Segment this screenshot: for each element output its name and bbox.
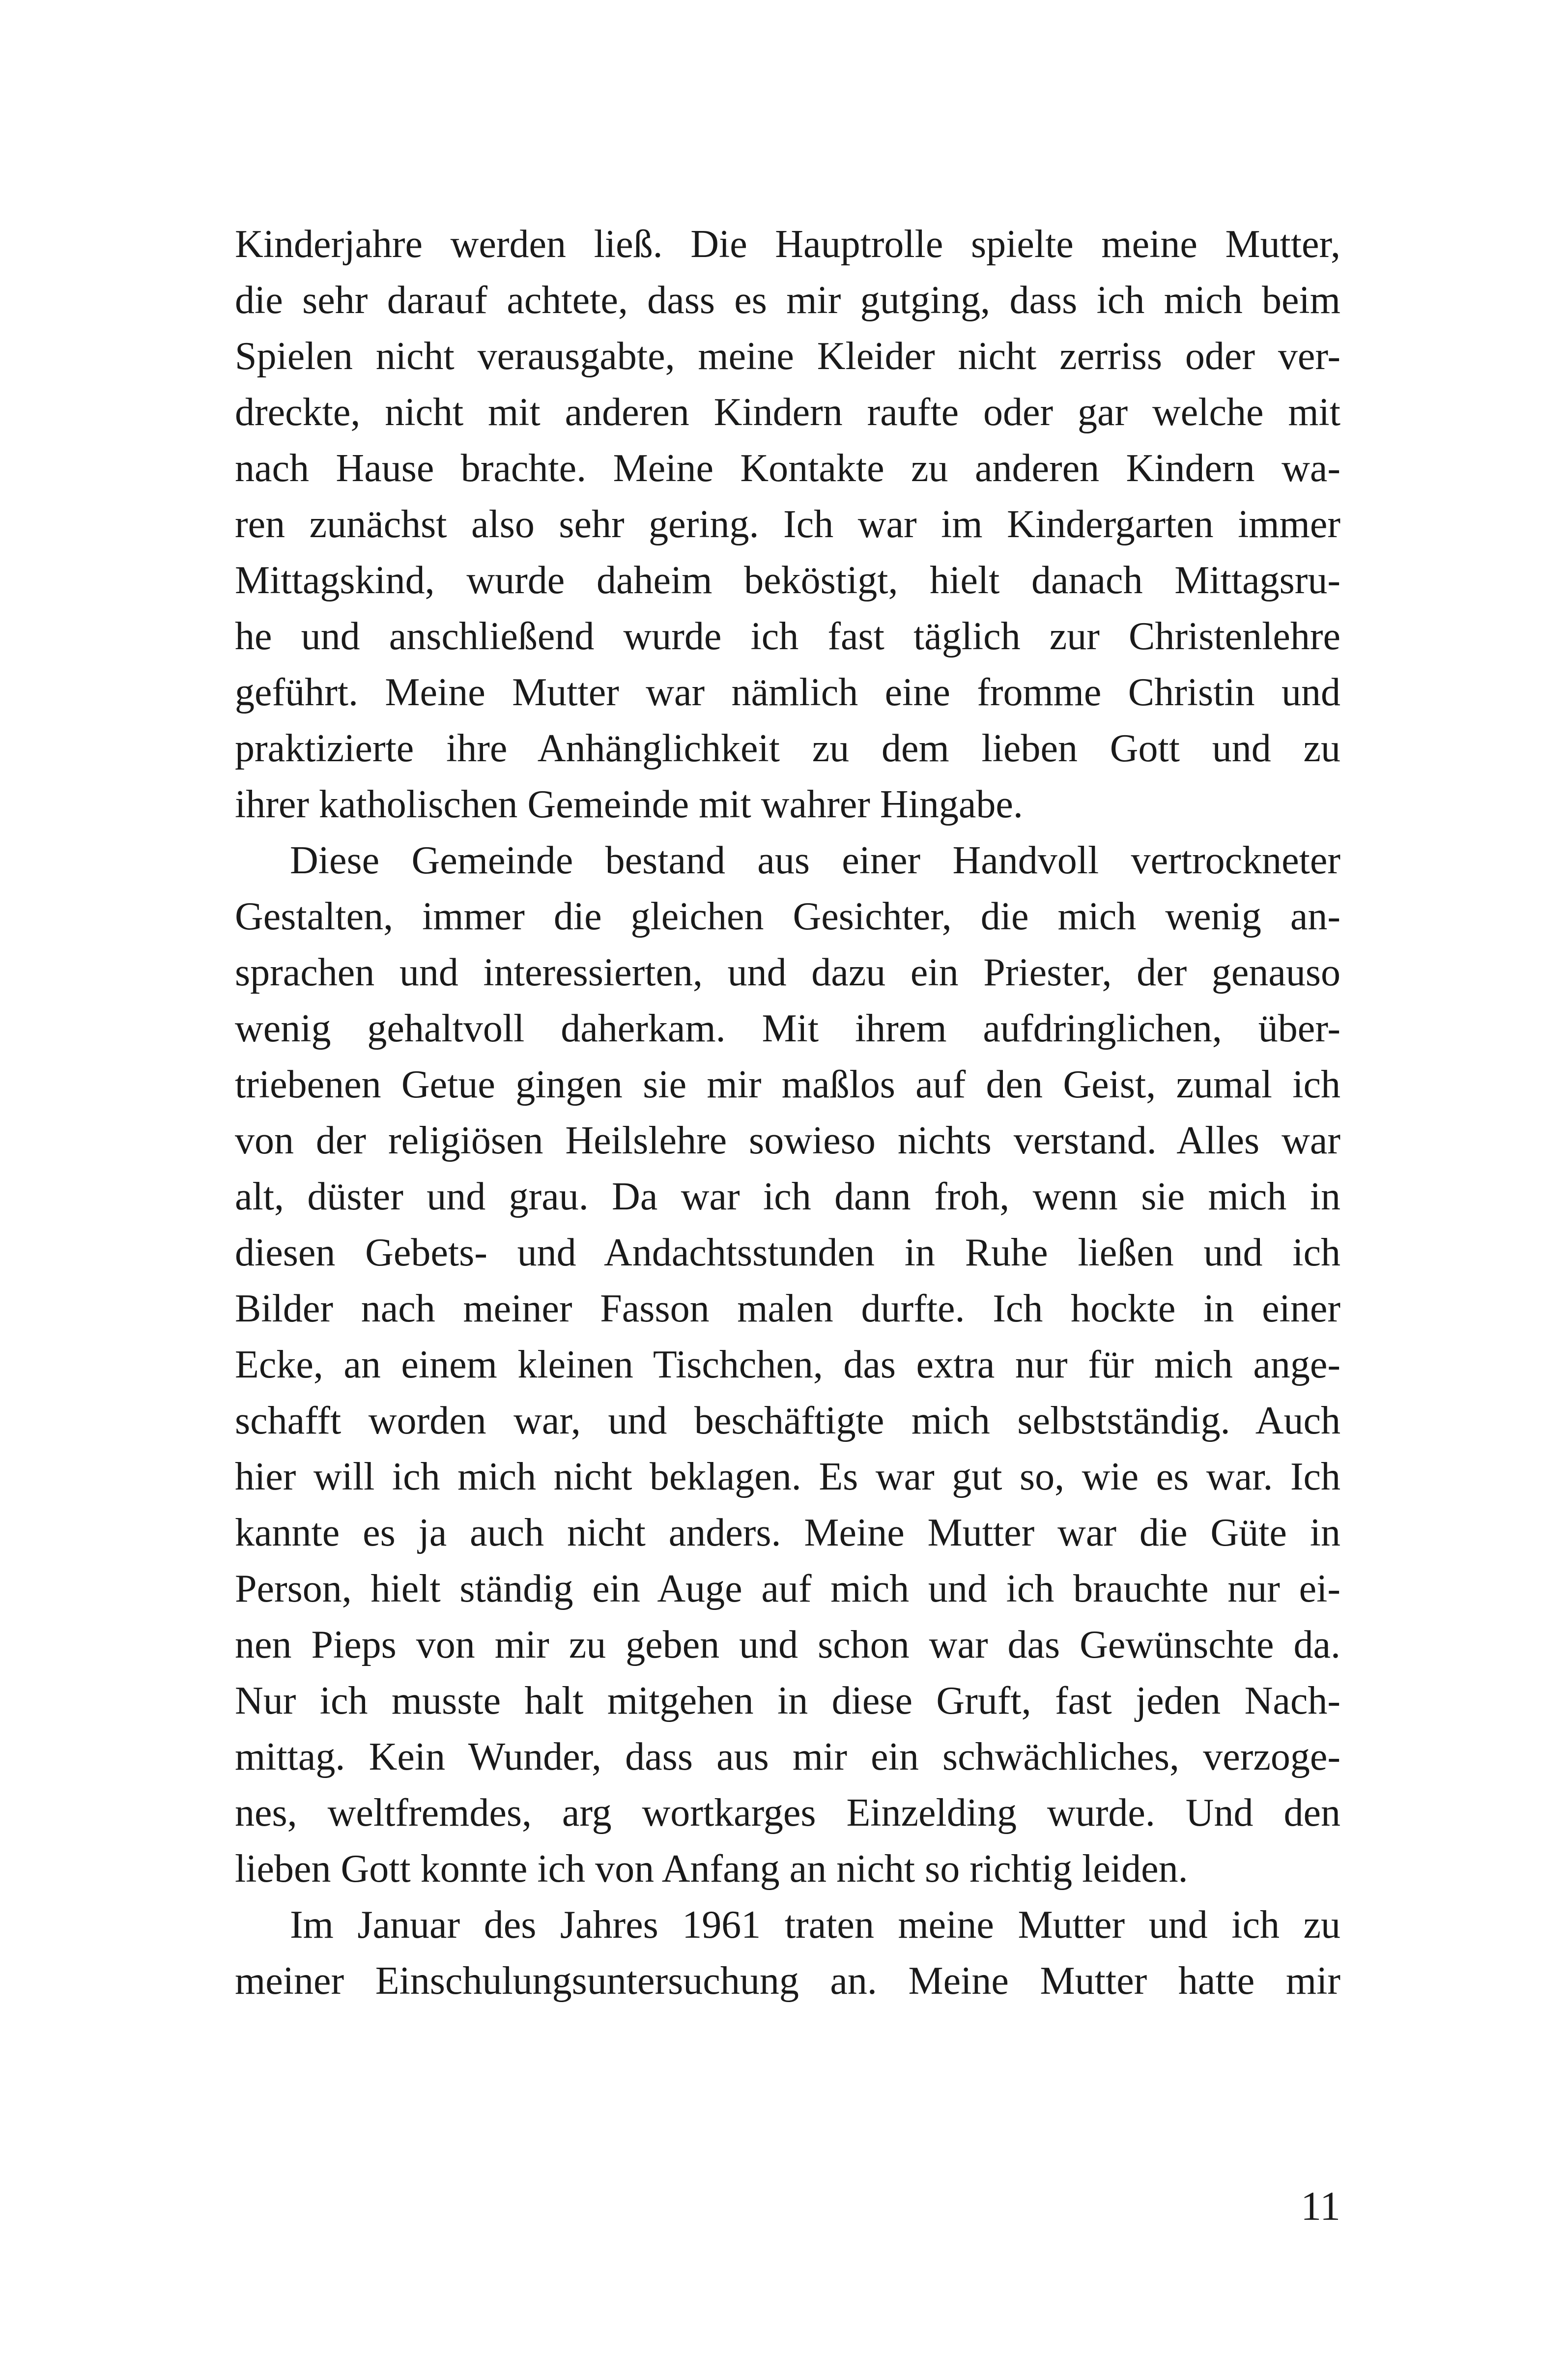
- text-line: triebenen Getue gingen sie mir maßlos auf den Geist, zumal ich: [235, 1063, 1340, 1106]
- text-line: kannte es ja auch nicht anders. Meine Mutter war die Güte in: [235, 1511, 1340, 1554]
- text-line: ren zunächst also sehr gering. Ich war im Kindergarten immer: [235, 503, 1340, 546]
- paragraph: [235, 1897, 1340, 2009]
- text-line: dreckte, nicht mit anderen Kindern raufte oder gar welche mit: [235, 391, 1340, 434]
- text-line: hier will ich mich nicht beklagen. Es war gut so, wie es war. Ich: [235, 1455, 1340, 1498]
- text-line: wenig gehaltvoll daherkam. Mit ihrem aufdringlichen, über-: [235, 1007, 1340, 1050]
- text-line: geführt. Meine Mutter war nämlich eine fromme Christin und: [235, 671, 1340, 714]
- text-line: nen Pieps von mir zu geben und schon war das Gewünschte da.: [235, 1623, 1340, 1666]
- text-line: mittag. Kein Wunder, dass aus mir ein schwächliches, verzoge-: [235, 1735, 1340, 1778]
- text-line: meiner Einschulungsuntersuchung an. Meine Mutter hatte mir: [235, 1959, 1340, 2003]
- text-line: Spielen nicht verausgabte, meine Kleider nicht zerriss oder ver-: [235, 335, 1340, 378]
- text-line: Mittagskind, wurde daheim beköstigt, hielt danach Mittagsru-: [235, 559, 1340, 602]
- text-line: Im Januar des Jahres 1961 traten meine Mutter und ich zu: [290, 1903, 1340, 1947]
- text-line: nach Hause brachte. Meine Kontakte zu anderen Kindern wa-: [235, 447, 1340, 490]
- text-line: ihrer katholischen Gemeinde mit wahrer Hingabe.: [235, 783, 1023, 826]
- text-line: he und anschließend wurde ich fast täglich zur Christenlehre: [235, 615, 1340, 658]
- text-line: die sehr darauf achtete, dass es mir gutging, dass ich mich beim: [235, 279, 1340, 322]
- text-line: von der religiösen Heilslehre sowieso nichts verstand. Alles war: [235, 1119, 1340, 1162]
- text-line: diesen Gebets- und Andachtsstunden in Ruhe ließen und ich: [235, 1231, 1340, 1274]
- paragraph: [235, 832, 1340, 1897]
- text-line: Nur ich musste halt mitgehen in diese Gruft, fast jeden Nach-: [235, 1679, 1340, 1722]
- text-line: Diese Gemeinde bestand aus einer Handvoll vertrockneter: [290, 839, 1340, 882]
- text-line: sprachen und interessierten, und dazu ein Priester, der genauso: [235, 951, 1340, 994]
- text-line: Bilder nach meiner Fasson malen durfte. Ich hockte in einer: [235, 1287, 1340, 1330]
- text-line: Person, hielt ständig ein Auge auf mich und ich brauchte nur ei-: [235, 1567, 1340, 1610]
- text-line: praktizierte ihre Anhänglichkeit zu dem lieben Gott und zu: [235, 727, 1340, 770]
- body-text: [235, 216, 1340, 2009]
- text-line: Gestalten, immer die gleichen Gesichter, die mich wenig an-: [235, 895, 1340, 938]
- text-line: Ecke, an einem kleinen Tischchen, das extra nur für mich ange-: [235, 1343, 1340, 1386]
- text-line: Kinderjahre werden ließ. Die Hauptrolle spielte meine Mutter,: [235, 223, 1340, 266]
- text-line: lieben Gott konnte ich von Anfang an nicht so richtig leiden.: [235, 1847, 1188, 1891]
- text-line: nes, weltfremdes, arg wortkarges Einzelding wurde. Und den: [235, 1791, 1340, 1835]
- text-line: alt, düster und grau. Da war ich dann froh, wenn sie mich in: [235, 1175, 1340, 1218]
- text-line: schafft worden war, und beschäftigte mich selbstständig. Auch: [235, 1399, 1340, 1442]
- page-number: 11: [1301, 2183, 1340, 2229]
- paragraph: [235, 216, 1340, 832]
